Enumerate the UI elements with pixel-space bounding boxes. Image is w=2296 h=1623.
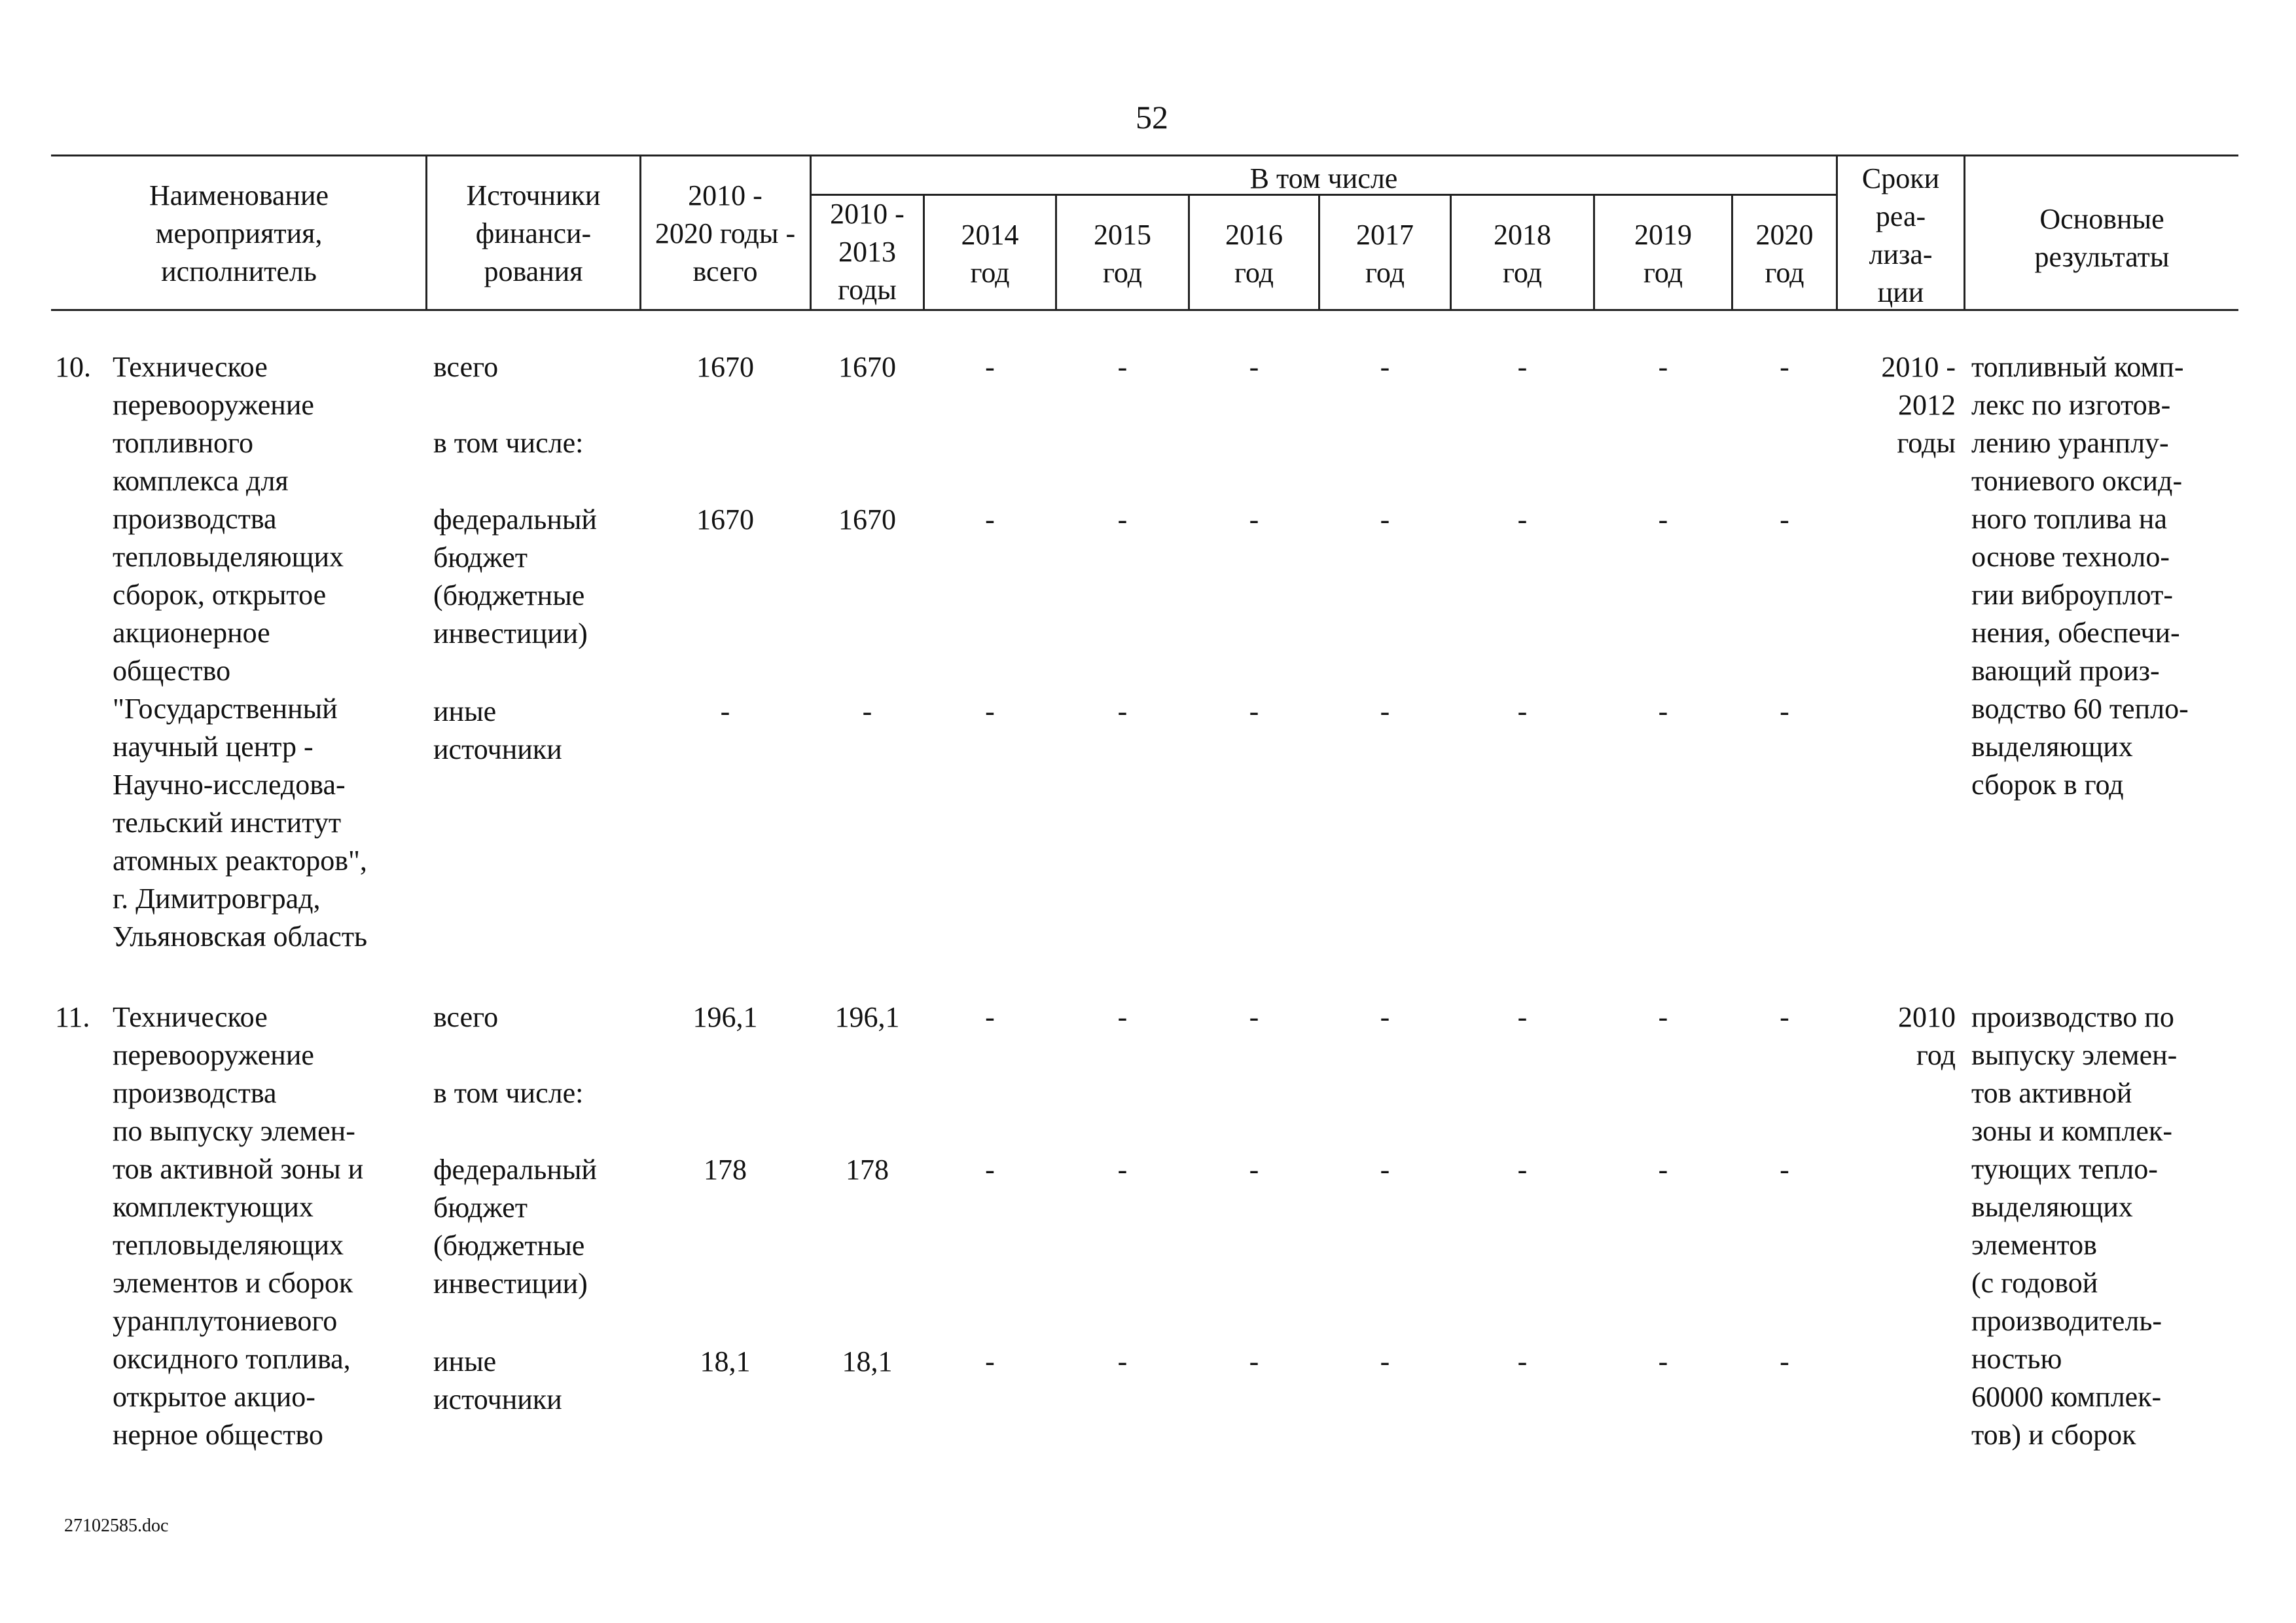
value-year: - [1780, 695, 1789, 727]
value-year: - [1658, 1154, 1668, 1186]
value-2010-2013: 1670 [838, 351, 896, 383]
header-y2017: год [1365, 257, 1405, 289]
value-year: - [1517, 695, 1528, 727]
source-label: источники [433, 1383, 562, 1415]
row-name: Техническое [113, 351, 268, 383]
row-terms: год [1916, 1039, 1956, 1071]
row-number: 10. [55, 351, 91, 383]
row-name: Ульяновская область [113, 921, 368, 953]
row-name: сборок, открытое [113, 579, 327, 611]
value-2010-2013: 1670 [838, 503, 896, 536]
row-name: научный центр - [113, 731, 314, 763]
value-year: - [1117, 695, 1128, 727]
header-terms: реа- [1875, 200, 1926, 232]
row-results: (с годовой [1971, 1267, 2098, 1299]
header-including: В том числе [1249, 162, 1398, 194]
row-name: Техническое [113, 1001, 268, 1033]
row-results: лению уранплу- [1971, 427, 2169, 459]
row-results: выделяющих [1971, 731, 2133, 763]
row-terms: 2010 [1898, 1001, 1956, 1033]
row-results: 60000 комплек- [1971, 1381, 2162, 1413]
value-year: - [1249, 1345, 1259, 1377]
value-total: 1670 [696, 503, 754, 536]
header-top-rule [51, 155, 2238, 156]
value-year: - [1117, 1345, 1128, 1377]
value-year: - [1249, 1001, 1259, 1033]
header-total: всего [692, 255, 758, 287]
row-results: выделяющих [1971, 1191, 2133, 1223]
row-name: тельский институт [113, 807, 342, 839]
header-divider-1 [639, 155, 641, 309]
source-label: источники [433, 733, 562, 765]
row-results: тов активной [1971, 1077, 2132, 1109]
header-y2014: 2014 [961, 219, 1019, 251]
value-year: - [1517, 1345, 1528, 1377]
value-total: 18,1 [700, 1345, 751, 1377]
page-number: 52 [1136, 99, 1168, 136]
value-year: - [985, 1154, 995, 1186]
header-y2016: год [1234, 257, 1274, 289]
value-year: - [1780, 351, 1789, 383]
value-year: - [1380, 695, 1390, 727]
value-year: - [1380, 1154, 1390, 1186]
header-sources: финанси- [475, 217, 592, 249]
row-name: тепловыделяющих [113, 541, 344, 573]
value-2010-2013: 178 [846, 1154, 889, 1186]
row-results: лекс по изготов- [1971, 389, 2171, 421]
header-total: 2010 - [688, 179, 762, 211]
value-year: - [1658, 503, 1668, 536]
value-year: - [1249, 351, 1259, 383]
source-label: (бюджетные [433, 1230, 585, 1262]
row-number: 11. [55, 1001, 90, 1033]
value-year: - [1517, 1001, 1528, 1033]
header-terms: Сроки [1861, 162, 1940, 194]
source-label: бюджет [433, 1192, 528, 1224]
header-name: исполнитель [161, 255, 317, 287]
row-name: тов активной зоны и [113, 1153, 364, 1185]
header-y2010_2013: годы [838, 274, 897, 306]
row-name: комплектующих [113, 1191, 314, 1223]
value-year: - [1780, 1001, 1789, 1033]
header-total: 2020 годы - [655, 217, 796, 249]
row-results: ностью [1971, 1343, 2062, 1375]
source-label: всего [433, 351, 499, 383]
value-year: - [985, 695, 995, 727]
value-year: - [1658, 695, 1668, 727]
row-results: производство по [1971, 1001, 2174, 1033]
value-year: - [985, 351, 995, 383]
header-y2019: год [1643, 257, 1683, 289]
row-name: открытое акцио- [113, 1381, 315, 1413]
value-year: - [985, 503, 995, 536]
header-y2014: год [970, 257, 1010, 289]
header-divider-0 [425, 155, 427, 309]
header-y2020: 2020 [1755, 219, 1814, 251]
row-name: тепловыделяющих [113, 1229, 344, 1261]
row-name: производства [113, 1077, 277, 1109]
row-name: "Государственный [113, 693, 338, 725]
row-name: топливного [113, 427, 253, 459]
row-results: выпуску элемен- [1971, 1039, 2178, 1071]
value-year: - [1517, 503, 1528, 536]
row-name: перевооружение [113, 389, 314, 421]
value-total: 1670 [696, 351, 754, 383]
header-y2018: 2018 [1494, 219, 1551, 251]
value-year: - [1780, 1345, 1789, 1377]
source-label: инвестиции) [433, 617, 588, 649]
value-year: - [1658, 351, 1668, 383]
header-y2010_2013: 2010 - [830, 198, 905, 230]
header-y2016: 2016 [1225, 219, 1283, 251]
source-label: федеральный [433, 503, 597, 536]
row-results: вающий произ- [1971, 655, 2160, 687]
row-name: перевооружение [113, 1039, 314, 1071]
row-name: общество [113, 655, 231, 687]
value-year: - [1380, 1001, 1390, 1033]
header-sources: Источники [466, 179, 601, 211]
row-terms: 2012 [1898, 389, 1956, 421]
row-name: производства [113, 503, 277, 535]
header-name: Наименование [149, 179, 329, 211]
row-terms: годы [1897, 427, 1956, 459]
value-total: 178 [704, 1154, 747, 1186]
value-2010-2013: 18,1 [842, 1345, 893, 1377]
header-results: Основные [2039, 203, 2164, 235]
value-year: - [1658, 1345, 1668, 1377]
value-2010-2013: - [862, 695, 872, 727]
header-y2015: 2015 [1094, 219, 1151, 251]
header-y2019: 2019 [1634, 219, 1692, 251]
row-results: элементов [1971, 1229, 2097, 1261]
header-sources: рования [484, 255, 583, 287]
row-results: тов) и сборок [1971, 1419, 2136, 1451]
row-results: водство 60 тепло- [1971, 693, 2189, 725]
row-name: уранплутониевого [113, 1305, 338, 1337]
value-year: - [1780, 1154, 1789, 1186]
row-name: г. Димитровград, [113, 883, 321, 915]
source-label: в том числе: [433, 427, 584, 459]
header-y2010_2013: 2013 [838, 236, 896, 268]
source-label: иные [433, 1345, 497, 1377]
row-results: топливный комп- [1971, 351, 2184, 383]
header-name: мероприятия, [155, 217, 323, 249]
value-total: - [720, 695, 730, 727]
header-y2020: год [1765, 257, 1804, 289]
value-year: - [1249, 503, 1259, 536]
value-2010-2013: 196,1 [834, 1001, 900, 1033]
row-results: гии виброуплот- [1971, 579, 2173, 611]
value-year: - [1380, 503, 1390, 536]
row-name: нерное общество [113, 1419, 323, 1451]
row-results: нения, обеспечи- [1971, 617, 2180, 649]
value-year: - [985, 1345, 995, 1377]
row-name: по выпуску элемен- [113, 1115, 355, 1147]
row-name: комплекса для [113, 465, 289, 497]
source-label: федеральный [433, 1154, 597, 1186]
row-name: акционерное [113, 617, 270, 649]
row-name: элементов и сборок [113, 1267, 353, 1299]
source-label: (бюджетные [433, 579, 585, 611]
value-year: - [1517, 1154, 1528, 1186]
row-terms: 2010 - [1881, 351, 1956, 383]
source-label: бюджет [433, 541, 528, 574]
source-label: инвестиции) [433, 1267, 588, 1300]
row-name: оксидного топлива, [113, 1343, 351, 1375]
source-label: в том числе: [433, 1077, 584, 1109]
row-results: тующих тепло- [1971, 1153, 2158, 1185]
header-y2015: год [1102, 257, 1143, 289]
value-year: - [1117, 1154, 1128, 1186]
header-terms: ции [1877, 276, 1924, 308]
value-year: - [1380, 351, 1390, 383]
value-year: - [1249, 1154, 1259, 1186]
header-terms: лиза- [1869, 238, 1933, 270]
value-year: - [1117, 351, 1128, 383]
header-results: результаты [2034, 241, 2170, 273]
row-results: ного топлива на [1971, 503, 2167, 535]
value-year: - [1658, 1001, 1668, 1033]
row-name: атомных реакторов", [113, 845, 367, 877]
value-year: - [1117, 503, 1128, 536]
header-y2018: год [1502, 257, 1543, 289]
value-year: - [1780, 503, 1789, 536]
row-name: Научно-исследова- [113, 769, 346, 801]
row-results: зоны и комплек- [1971, 1115, 2172, 1147]
value-total: 196,1 [692, 1001, 758, 1033]
row-results: основе техноло- [1971, 541, 2170, 573]
source-label: всего [433, 1001, 499, 1033]
source-label: иные [433, 695, 497, 727]
value-year: - [1517, 351, 1528, 383]
footer-filename: 27102585.doc [64, 1516, 169, 1536]
header-y2017: 2017 [1356, 219, 1414, 251]
value-year: - [1380, 1345, 1390, 1377]
row-results: сборок в год [1971, 769, 2124, 801]
row-results: тониевого оксид- [1971, 465, 2183, 497]
row-results: производитель- [1971, 1305, 2162, 1337]
value-year: - [1249, 695, 1259, 727]
value-year: - [985, 1001, 995, 1033]
value-year: - [1117, 1001, 1128, 1033]
